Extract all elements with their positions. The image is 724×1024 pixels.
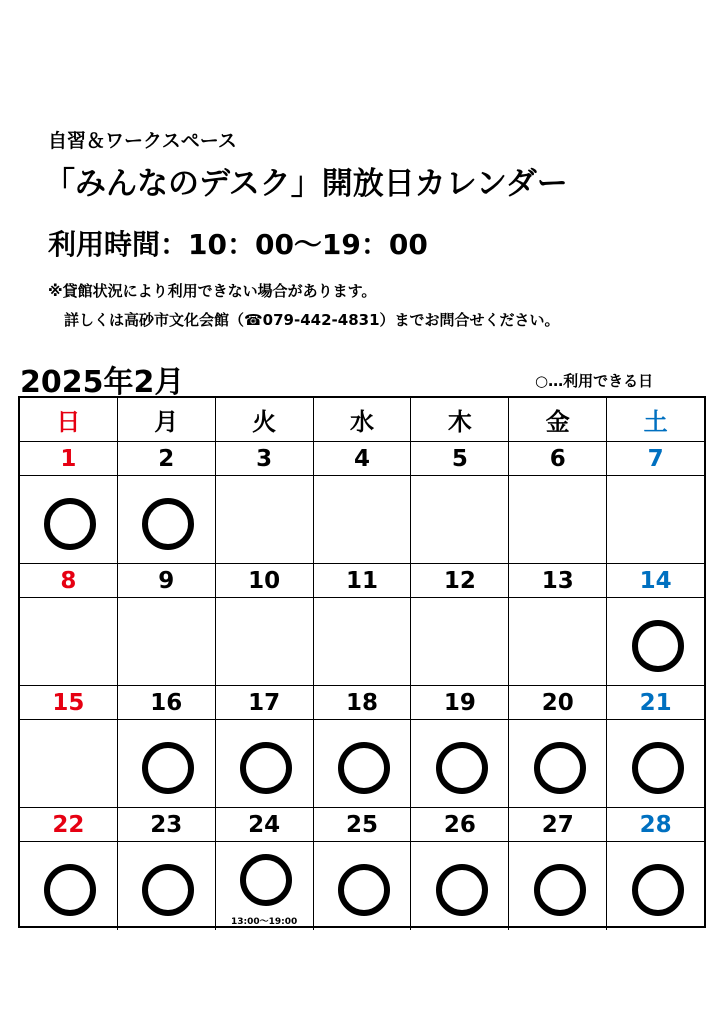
weekday-header: 日 (20, 398, 118, 441)
day-number: 28 (607, 808, 704, 842)
day-cell (216, 686, 314, 807)
day-number: 1 (20, 442, 117, 476)
available-circle-icon (240, 854, 292, 906)
day-number: 24 (216, 808, 313, 842)
month-label: 2025年2月 (20, 365, 185, 400)
calendar-grid (18, 396, 706, 928)
weekday-header: 水 (314, 398, 412, 441)
day-number: 20 (509, 686, 606, 720)
day-cell (509, 442, 607, 563)
legend: ○…利用できる日 (535, 372, 654, 390)
day-cell (118, 808, 216, 930)
day-number: 9 (118, 564, 215, 598)
week-row (20, 564, 704, 686)
day-number: 13 (509, 564, 606, 598)
day-number: 23 (118, 808, 215, 842)
day-number: 11 (314, 564, 411, 598)
week-row (20, 686, 704, 808)
day-number: 2 (118, 442, 215, 476)
available-circle-icon (534, 864, 586, 916)
available-circle-icon (534, 742, 586, 794)
contact-note: 詳しくは高砂市文化会館（☎079-442-4831）までお問合せください。 (64, 311, 560, 329)
weekday-header: 土 (643, 408, 668, 436)
available-circle-icon (436, 864, 488, 916)
available-circle-icon (142, 864, 194, 916)
day-number: 16 (118, 686, 215, 720)
available-circle-icon (44, 864, 96, 916)
day-number: 14 (607, 564, 704, 598)
weekday-header: 木 (411, 398, 509, 441)
day-cell (118, 564, 216, 685)
available-circle-icon (142, 498, 194, 550)
day-cell (20, 564, 118, 685)
day-number: 18 (314, 686, 411, 720)
day-cell (20, 808, 118, 930)
week-row (20, 442, 704, 564)
available-circle-icon (338, 742, 390, 794)
day-number: 8 (20, 564, 117, 598)
available-circle-icon (142, 742, 194, 794)
day-cell (411, 808, 509, 930)
page-title: 「みんなのデスク」開放日カレンダー (44, 166, 568, 202)
day-number: 4 (314, 442, 411, 476)
day-cell (314, 686, 412, 807)
day-number: 15 (20, 686, 117, 720)
day-cell (411, 442, 509, 563)
day-cell (509, 686, 607, 807)
available-circle-icon (632, 742, 684, 794)
day-cell (509, 564, 607, 685)
day-cell (216, 442, 314, 563)
week-row (20, 808, 704, 930)
day-cell (314, 808, 412, 930)
day-number: 17 (216, 686, 313, 720)
available-circle-icon (632, 620, 684, 672)
day-number: 21 (607, 686, 704, 720)
day-number: 5 (411, 442, 508, 476)
subtitle: 自習＆ワークスペース (48, 130, 237, 152)
day-cell (314, 442, 412, 563)
available-circle-icon (338, 864, 390, 916)
day-number: 3 (216, 442, 313, 476)
day-cell (607, 808, 704, 930)
day-cell (509, 808, 607, 930)
day-number: 22 (20, 808, 117, 842)
day-number: 25 (314, 808, 411, 842)
day-cell (20, 442, 118, 563)
day-cell (216, 808, 314, 930)
available-circle-icon (632, 864, 684, 916)
day-number: 10 (216, 564, 313, 598)
weekday-header: 金 (509, 398, 607, 441)
day-cell (216, 564, 314, 685)
day-cell (607, 564, 704, 685)
day-number: 7 (607, 442, 704, 476)
weekday-header: 月 (118, 398, 216, 441)
weekday-header: 火 (216, 398, 314, 441)
day-number: 12 (411, 564, 508, 598)
weekday-header-row (20, 398, 704, 442)
day-number: 26 (411, 808, 508, 842)
opening-hours: 利用時間：10：00～19：00 (48, 228, 428, 261)
day-number: 6 (509, 442, 606, 476)
available-circle-icon (240, 742, 292, 794)
day-cell (411, 686, 509, 807)
day-number: 27 (509, 808, 606, 842)
availability-note: ※貸館状況により利用できない場合があります。 (48, 282, 377, 300)
day-cell (607, 442, 704, 563)
day-cell (118, 686, 216, 807)
day-cell (411, 564, 509, 685)
day-cell (314, 564, 412, 685)
day-cell (20, 686, 118, 807)
available-circle-icon (436, 742, 488, 794)
day-cell (607, 686, 704, 807)
day-number: 19 (411, 686, 508, 720)
day-cell (118, 442, 216, 563)
available-circle-icon (44, 498, 96, 550)
day-hours-note: 13:00～19:00 (231, 917, 298, 927)
